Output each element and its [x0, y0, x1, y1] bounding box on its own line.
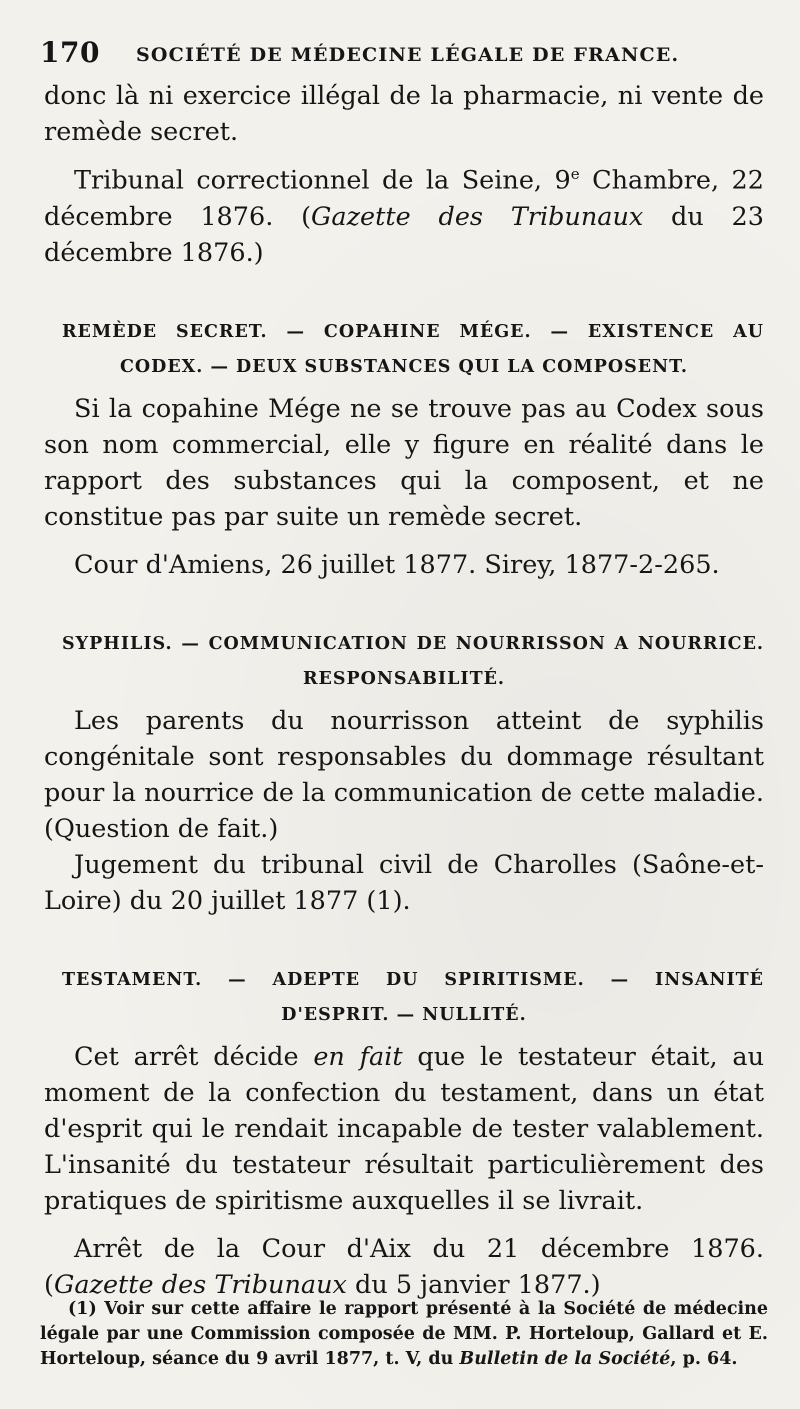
- citation-text: du 5 janvier 1877.): [346, 1269, 601, 1300]
- emphasis: en fait: [313, 1041, 403, 1072]
- page-body: [44, 78, 764, 1303]
- paragraph-continuation: donc là ni exercice illégal de la pharmacie, ni vente de remède secret.: [44, 81, 764, 147]
- page-number: 170: [40, 36, 100, 69]
- section-text-syphilis: Les parents du nourrisson atteint de syphilis congénitale sont responsables du dommage résultant pour la nourrice de la communication de cette maladie. (Question de fait.): [44, 705, 764, 844]
- text-part: que le testateur était, au moment de la confection du testament, dans un état d'esprit qui le rendait incapable de tester valablement. L'insanité du testateur résultait particulièrement des pratiques de spiritisme auxquelles il se livrait.: [44, 1041, 765, 1216]
- citation-text: Chambre, 22 décembre 1876. (: [44, 165, 764, 232]
- footnote-text: , p. 64.: [670, 1349, 738, 1369]
- section-citation-testament: [44, 1231, 764, 1303]
- section-text-testament: [44, 1039, 764, 1219]
- section-citation-syphilis: Jugement du tribunal civil de Charolles (Saône-et-Loire) du 20 juillet 1877 (1).: [44, 849, 764, 916]
- text-part: Cet arrêt décide: [74, 1041, 314, 1072]
- journal-title: Gazette des Tribunaux: [311, 201, 644, 232]
- journal-title: Gazette des Tribunaux: [53, 1269, 347, 1300]
- citation-text: Arrêt de la Cour d'Aix du 21 décembre 1876. (: [44, 1233, 764, 1300]
- page-header: [40, 36, 760, 72]
- section-citation-remede-secret: Cour d'Amiens, 26 juillet 1877. Sirey, 1877-2-265.: [74, 549, 720, 580]
- section-heading-remede-secret: REMÈDE SECRET. — COPAHINE MÉGE. — EXISTENCE AU CODEX. — DEUX SUBSTANCES QUI LA COMPOSENT.: [62, 321, 764, 377]
- footnote-text: (1) Voir sur cette affaire le rapport présenté à la Société de médecine légale par une Commission composée de MM. P. Horteloup, Gallard et E. Horteloup, séance du 9 avril 1877, t. V, du: [40, 1299, 768, 1369]
- section-heading-testament: TESTAMENT. — ADEPTE DU SPIRITISME. — INSANITÉ D'ESPRIT. — NULLITÉ.: [62, 969, 764, 1025]
- footnote: [40, 1297, 768, 1372]
- running-title: SOCIÉTÉ DE MÉDECINE LÉGALE DE FRANCE.: [136, 44, 680, 66]
- citation-text: du 23 décembre 1876.): [44, 201, 764, 268]
- section-heading-syphilis: SYPHILIS. — COMMUNICATION DE NOURRISSON A NOURRICE. RESPONSABILITÉ.: [62, 633, 764, 689]
- bulletin-title: Bulletin de la Société: [459, 1349, 671, 1369]
- section-text-remede-secret: Si la copahine Mége ne se trouve pas au Codex sous son nom commercial, elle y figure en réalité dans le rapport des substances qui la composent, et ne constitue pas par suite un remède secret.: [44, 393, 764, 532]
- superscript: e: [570, 165, 580, 183]
- citation-text: Tribunal correctionnel de la Seine, 9: [74, 165, 571, 196]
- paragraph-citation-seine: [44, 156, 764, 271]
